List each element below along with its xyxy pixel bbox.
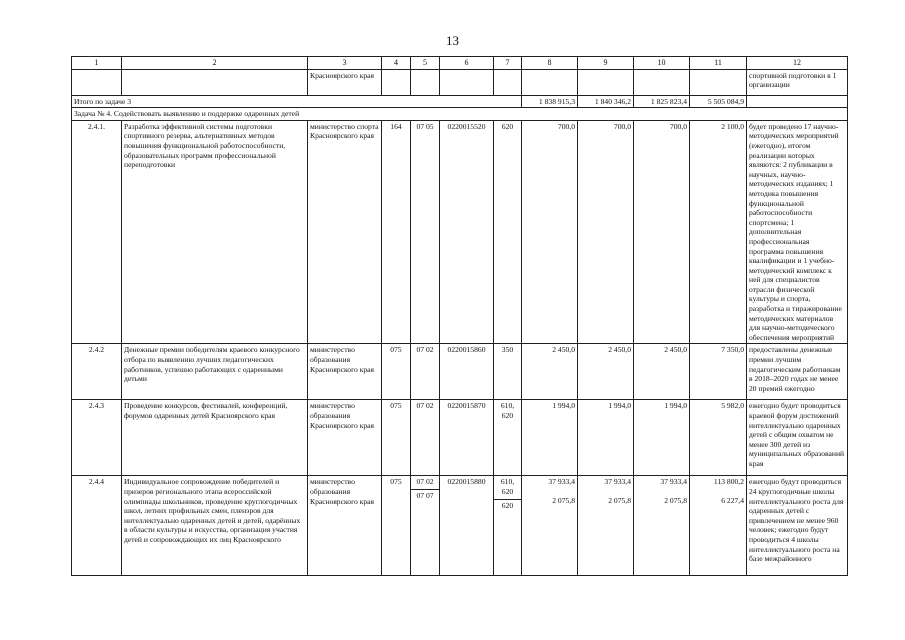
result-cell: ежегодно будут проводиться 24 круглогодичные школы интеллектуального роста для одаренных детей с привлечением не менее 960 человек; ежегодно будут проводиться 4 школы интеллектуального роста на базе межрайонного — [747, 476, 848, 576]
table-row — [72, 476, 848, 576]
total-year-3: 1 825 823,4 — [634, 95, 690, 108]
csr-code: 0220015860 — [440, 344, 494, 400]
result-cell: будет проведено 17 научно-методических мероприятий (ежегодно), итогом реализации которых являются: 2 публикации в научных, научно-методических изданиях; 1 методика повышения функциональной работоспособности спортсмена; 1 дополнительная профессиональная программа повышения квалификации и 1 учебно-методический комплекс к ней для специалистов отрасли физической культуры и спорта, разработка и тиражирование методических материалов для научно-методического обеспечения мероприятий — [747, 120, 848, 344]
vr-code: 350 — [494, 344, 522, 400]
ministry-cell: министерство образования Красноярского края — [308, 476, 382, 576]
year-3-value: 700,0 — [634, 120, 690, 344]
vr-code: 610, 620 — [494, 400, 522, 476]
total-value: 5 982,0 — [690, 400, 747, 476]
measure-name: Проведение конкурсов, фестивалей, конференций, форумов одаренных детей Красноярского края — [122, 400, 308, 476]
measure-name: Индивидуальное сопровождение победителей и призеров регионального этапа всероссийской олимпиады школьников, проведение круглогодичных школ, летних профильных смен, пленэров для интеллектуально одаренных детей и детей, одарённых в области культуры и искусства, организация участия детей и сопровождающих их лиц Красноярского — [122, 476, 308, 576]
result-cell: предоставлены денежные премии лучшим педагогическим работникам в 2018–2020 годах не менее 20 премий ежегодно — [747, 344, 848, 400]
rzpr-code: 07 02 — [411, 400, 440, 476]
header-cell: 11 — [690, 57, 747, 70]
csr-code: 0220015870 — [440, 400, 494, 476]
ministry-cell: министерство спорта Красноярского края — [308, 120, 382, 344]
year-3-value: 2 450,0 — [634, 344, 690, 400]
header-cell: 8 — [522, 57, 578, 70]
vr-code — [494, 476, 522, 576]
vr-code-a: 610, 620 — [500, 477, 515, 497]
grbs-code: 075 — [382, 400, 411, 476]
rzpr-code-b: 07 07 — [411, 489, 439, 501]
header-cell: 2 — [122, 57, 308, 70]
program-table — [71, 56, 848, 576]
header-cell: 5 — [411, 57, 440, 70]
year-3-value: 1 994,0 — [634, 400, 690, 476]
rzpr-code: 07 05 — [411, 120, 440, 344]
table-row — [72, 344, 848, 400]
row-number: 2.4.2 — [72, 344, 122, 400]
column-number-row — [72, 57, 848, 70]
total-value: 7 350,0 — [690, 344, 747, 400]
total-sum: 5 505 084,9 — [690, 95, 747, 108]
year-1-value-b: 2 075,8 — [552, 496, 575, 506]
measure-name: Денежные премии победителям краевого конкурсного отбора по выявлению лучших педагогических работников, успешно работающих с одаренными детьми — [122, 344, 308, 400]
ministry-cell: министерство образования Красноярского края — [308, 400, 382, 476]
header-cell: 4 — [382, 57, 411, 70]
csr-code: 0220015880 — [440, 476, 494, 576]
row-number: 2.4.3 — [72, 400, 122, 476]
total-value-a: 113 800,2 — [713, 477, 744, 487]
result-cell: ежегодно будет проводиться краевой форум достижений интеллектуально одаренных детей с общим охватом не менее 300 детей из муниципальных образований края — [747, 400, 848, 476]
total-label: Итого по задаче 3 — [72, 95, 522, 108]
continuation-row — [72, 69, 848, 95]
year-2-value-b: 2 075,8 — [608, 496, 631, 506]
year-2-value-a: 37 933,4 — [604, 477, 631, 487]
header-cell: 6 — [440, 57, 494, 70]
grbs-code: 164 — [382, 120, 411, 344]
year-3-value-b: 2 075,8 — [664, 496, 687, 506]
year-2-value: 1 994,0 — [578, 400, 634, 476]
rzpr-code — [411, 476, 440, 576]
csr-code: 0220015520 — [440, 120, 494, 344]
header-cell: 1 — [72, 57, 122, 70]
total-value — [690, 476, 747, 576]
total-year-2: 1 840 346,2 — [578, 95, 634, 108]
vr-code: 620 — [494, 120, 522, 344]
row-number: 2.4.4 — [72, 476, 122, 576]
year-1-value: 1 994,0 — [522, 400, 578, 476]
grbs-code: 075 — [382, 344, 411, 400]
table-row — [72, 400, 848, 476]
year-1-value — [522, 476, 578, 576]
year-1-value: 2 450,0 — [522, 344, 578, 400]
rzpr-code: 07 02 — [411, 344, 440, 400]
header-cell: 9 — [578, 57, 634, 70]
year-2-value — [578, 476, 634, 576]
grbs-code: 075 — [382, 476, 411, 576]
task-4-title: Задача № 4. Содействовать выявлению и поддержке одаренных детей — [72, 108, 848, 121]
year-1-value: 700,0 — [522, 120, 578, 344]
vr-code-b: 620 — [494, 499, 521, 511]
rzpr-code-a: 07 02 — [416, 477, 434, 487]
year-2-value: 700,0 — [578, 120, 634, 344]
total-value: 2 100,0 — [690, 120, 747, 344]
row-number: 2.4.1. — [72, 120, 122, 344]
result-cell: спортивной подготовки в 1 организации — [747, 69, 848, 95]
total-year-1: 1 838 915,3 — [522, 95, 578, 108]
header-cell: 3 — [308, 57, 382, 70]
year-3-value — [634, 476, 690, 576]
measure-name: Разработка эффективной системы подготовки спортивного резерва, альтернативных методов повышения функциональной работоспособности, образовательных программ профессиональной переподготовки — [122, 120, 308, 344]
ministry-cell: министерство образования Красноярского края — [308, 344, 382, 400]
table-row — [72, 120, 848, 344]
year-2-value: 2 450,0 — [578, 344, 634, 400]
year-3-value-a: 37 933,4 — [660, 477, 687, 487]
header-cell: 7 — [494, 57, 522, 70]
task-4-heading-row — [72, 108, 848, 121]
year-1-value-a: 37 933,4 — [548, 477, 575, 487]
header-cell: 10 — [634, 57, 690, 70]
ministry-cell: Красноярского края — [308, 69, 382, 95]
total-value-b: 6 227,4 — [721, 496, 744, 506]
page-number: 13 — [446, 33, 459, 48]
task-3-total-row — [72, 95, 848, 108]
header-cell: 12 — [747, 57, 848, 70]
